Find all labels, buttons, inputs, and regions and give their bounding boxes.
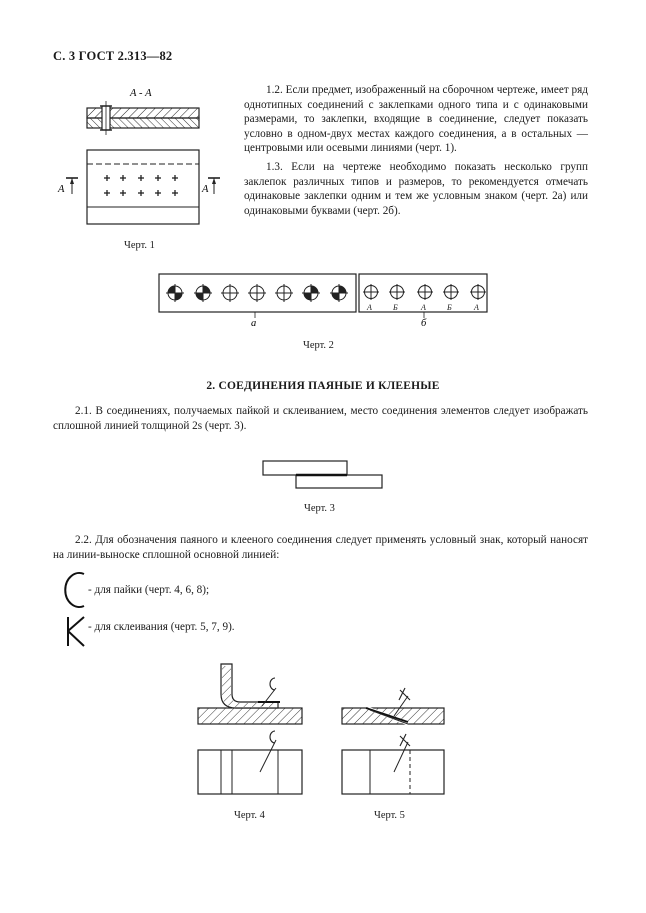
fig2-letter-3: А (421, 303, 426, 312)
fig2-letter-1: А (367, 303, 372, 312)
paragraph-1-3: 1.3. Если на чертеже необходимо показать несколько групп заклепок различных типов и размеров, то рекомендуется отмечать одинаковые заклепки одним и тем же условным знаком (черт. 2а) или одинаковыми буквами (черт. 2б). (244, 161, 588, 217)
fig2-letter-5: А (474, 303, 479, 312)
section-2-title: 2. СОЕДИНЕНИЯ ПАЯНЫЕ И КЛЕЕНЫЕ (206, 380, 440, 392)
fig2-caption: Черт. 2 (303, 340, 334, 351)
solder-symbol-text: - для пайки (черт. 4, 6, 8); (88, 584, 210, 596)
fig2-letter-4: Б (447, 303, 452, 312)
paragraph-2-1: 2.1. В соединениях, получаемых пайкой и склеиванием, место соединения элементов следует изображать сплошной линией толщиной 2s (черт. 3). (53, 405, 588, 432)
paragraph-1-2: 1.2. Если предмет, изображенный на сборочном чертеже, имеет ряд однотипных соединений с заклепками одного типа и с одинаковыми размерами, то заклепки, входящие в соединение, следует показать условно в одном-двух местах каждого соединения, а в остальных — центровыми или осевыми линиями (черт. 1). (244, 84, 588, 155)
fig2-label-b: б (421, 318, 427, 329)
fig4-caption: Черт. 4 (234, 810, 265, 821)
page-header: С. 3 ГОСТ 2.313—82 (53, 49, 173, 63)
fig1-arrow-label-left: А (58, 184, 65, 195)
fig1-section-label: А - А (130, 88, 152, 99)
fig3-caption: Черт. 3 (304, 503, 335, 514)
fig2-letter-2: Б (393, 303, 398, 312)
fig1-arrow-label-right: А (202, 184, 209, 195)
fig1-caption: Черт. 1 (124, 240, 155, 251)
fig2-label-a: а (251, 318, 257, 329)
fig5-caption: Черт. 5 (374, 810, 405, 821)
paragraph-2-2: 2.2. Для обозначения паяного и клееного соединения следует применять условный знак, который наносят на линии-выноске сплошной основной линией: (53, 534, 588, 561)
glue-symbol-text: - для склеивания (черт. 5, 7, 9). (88, 621, 235, 633)
